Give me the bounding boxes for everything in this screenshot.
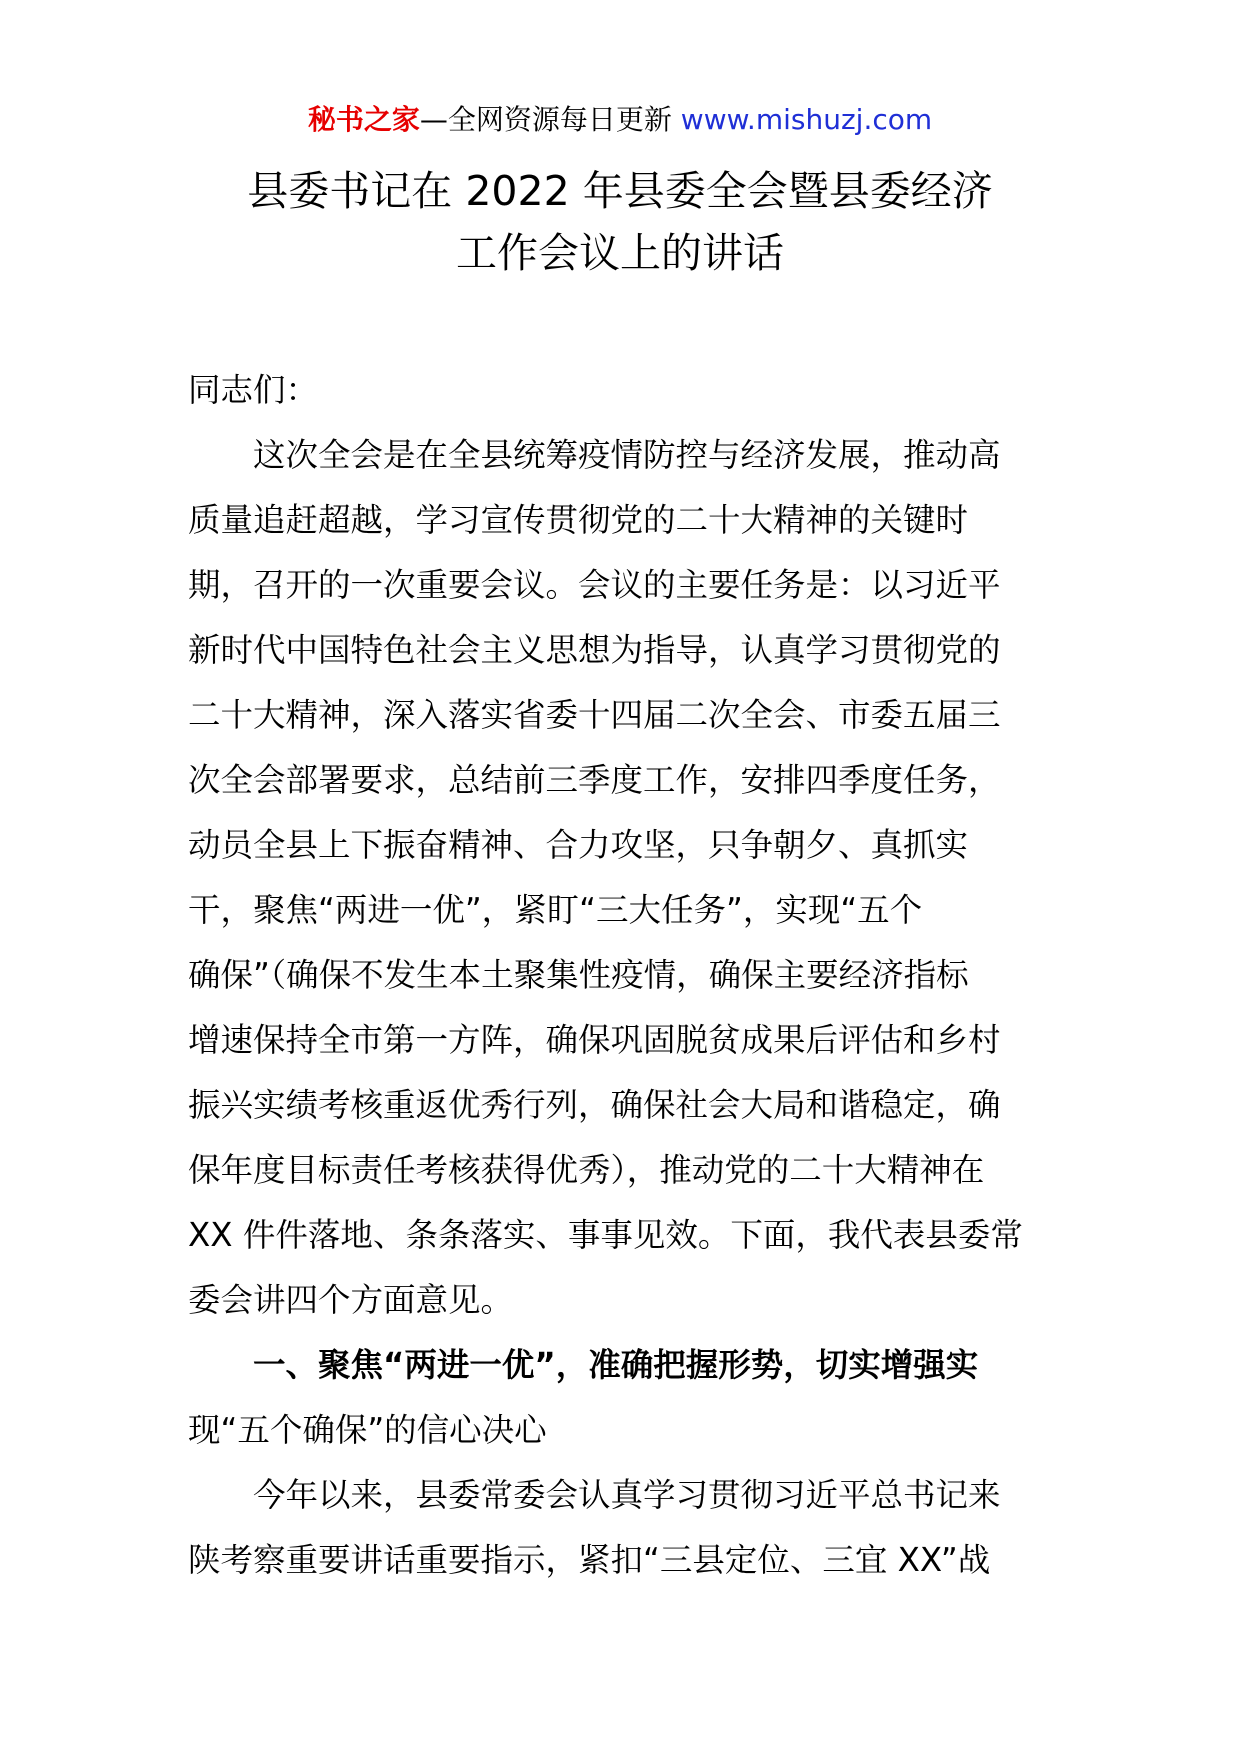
body-line: 期，召开的一次重要会议。会议的主要任务是：以习近平 — [188, 566, 1001, 604]
body-line: 确保”（确保不发生本土聚集性疫情，确保主要经济指标 — [188, 956, 969, 994]
section-heading-line: 现“五个确保”的信心决心 — [188, 1411, 547, 1449]
document-body — [188, 358, 1058, 1593]
body-line: 干，聚焦“两进一优”，紧盯“三大任务”，实现“五个 — [188, 891, 923, 929]
body-line: 增速保持全市第一方阵，确保巩固脱贫成果后评估和乡村 — [188, 1021, 1001, 1059]
section-heading-line: 一、聚焦“两进一优”，准确把握形势，切实增强实 — [188, 1346, 979, 1384]
header-tagline: —全网资源每日更新 — [419, 103, 672, 136]
header-banner — [0, 100, 1240, 140]
salutation: 同志们： — [188, 371, 319, 409]
title-line-1: 县委书记在 2022 年县委全会暨县委经济 — [247, 167, 993, 215]
body-line: 委会讲四个方面意见。 — [188, 1281, 514, 1319]
body-line: 陕考察重要讲话重要指示，紧扣“三县定位、三宜 XX”战 — [188, 1541, 991, 1579]
body-line: XX 件件落地、条条落实、事事见效。下面，我代表县委常 — [188, 1216, 1023, 1254]
brand-name: 秘书之家 — [307, 103, 420, 136]
title-line-2: 工作会议上的讲话 — [456, 229, 784, 277]
site-url-link[interactable]: www.mishuzj.com — [680, 103, 933, 136]
body-line: 保年度目标责任考核获得优秀），推动党的二十大精神在 — [188, 1151, 985, 1189]
body-line: 今年以来，县委常委会认真学习贯彻习近平总书记来 — [188, 1476, 1001, 1514]
body-line: 二十大精神，深入落实省委十四届二次全会、市委五届三 — [188, 696, 1001, 734]
body-line: 次全会部署要求，总结前三季度工作，安排四季度任务， — [188, 761, 1001, 799]
body-line: 振兴实绩考核重返优秀行列，确保社会大局和谐稳定，确 — [188, 1086, 1001, 1124]
body-line: 动员全县上下振奋精神、合力攻坚，只争朝夕、真抓实 — [188, 826, 969, 864]
body-line: 新时代中国特色社会主义思想为指导，认真学习贯彻党的 — [188, 631, 1001, 669]
body-line: 质量追赶超越，学习宣传贯彻党的二十大精神的关键时 — [188, 501, 969, 539]
body-line: 这次全会是在全县统筹疫情防控与经济发展，推动高 — [188, 436, 1001, 474]
document-title — [0, 160, 1240, 284]
